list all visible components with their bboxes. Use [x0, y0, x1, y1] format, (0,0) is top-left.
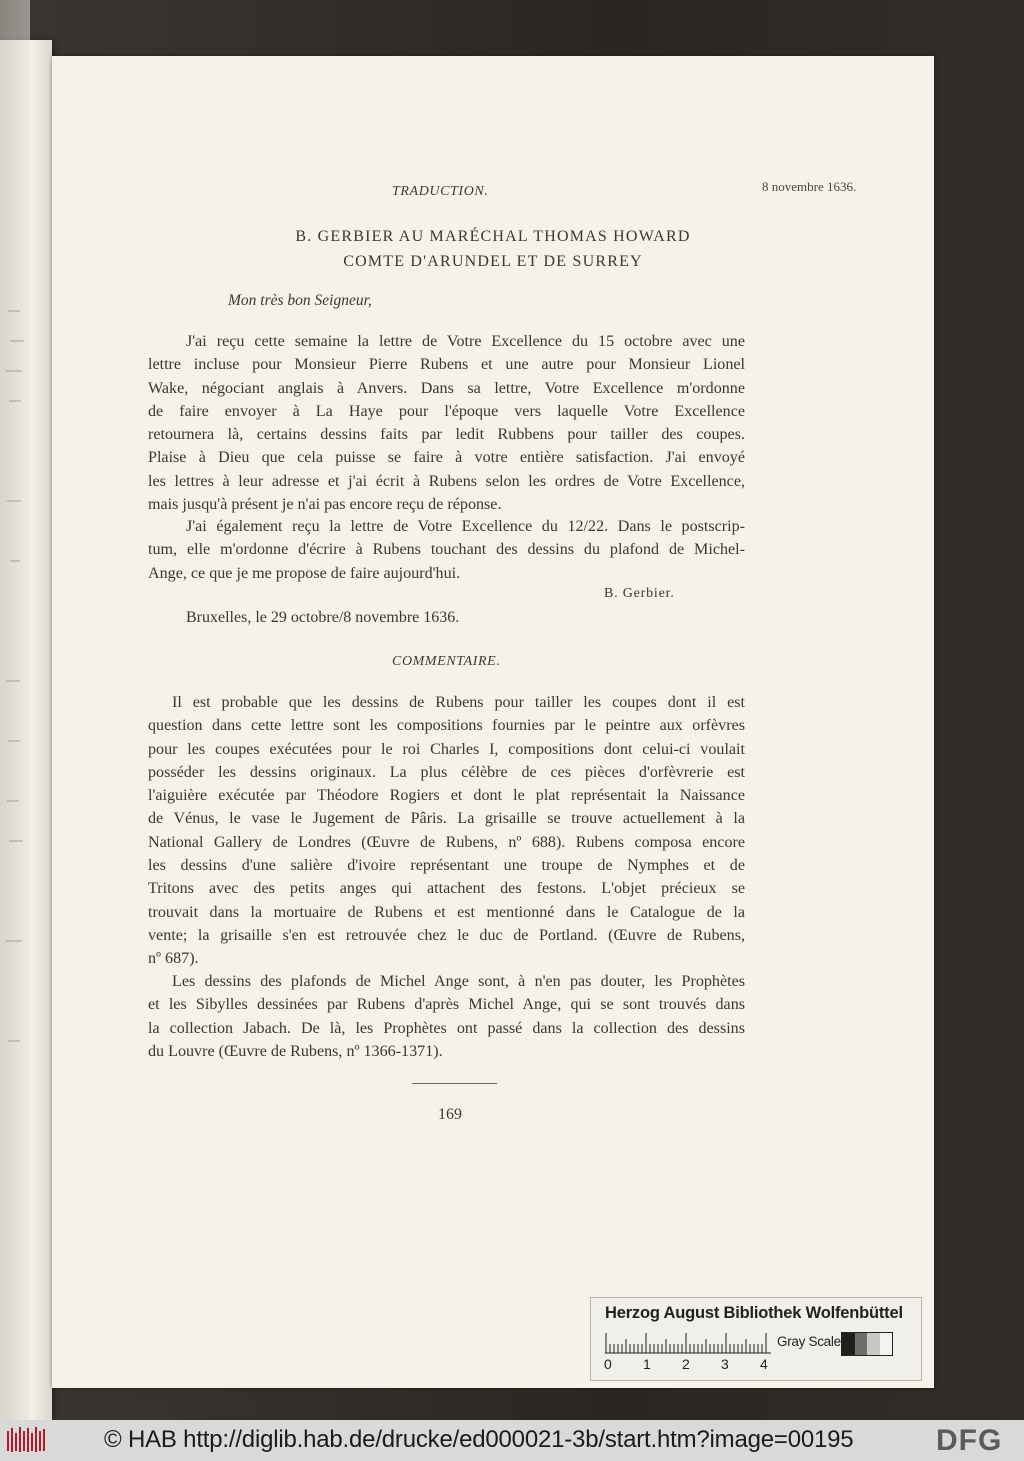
text-line: de faire envoyer à La Haye pour l'époque vers laquelle Votre Excellence [148, 402, 745, 420]
letter-title-line-1: B. GERBIER AU MARÉCHAL THOMAS HOWARD [295, 228, 691, 245]
text-line: tum, elle m'ordonne d'écrire à Rubens touchant des dessins du plafond de Michel- [148, 541, 745, 559]
letter-title-line-2: COMTE D'ARUNDEL ET DE SURREY [343, 253, 643, 270]
text-line: du Louvre (Œuvre de Rubens, nº 1366-1371). [148, 1042, 443, 1060]
letter-paragraph-2 [148, 515, 745, 585]
text-line: les dessins d'une salière d'ivoire représentant une troupe de Nymphes et de [148, 857, 745, 875]
text-line: lettre incluse pour Monsieur Pierre Rubens et une autre pour Monsieur Lionel [148, 356, 745, 374]
ruler-scale [605, 1332, 771, 1354]
hab-logo-icon [6, 1425, 48, 1455]
text-line: posséder les dessins originaux. La plus célèbre de ces pièces d'orfèvrerie est [148, 763, 745, 781]
text-line: l'aiguière exécutée par Théodore Rogiers et dont le plat représentait la Naissance [148, 787, 745, 805]
signature: B. Gerbier. [604, 586, 675, 601]
text-line: National Gallery de Londres (Œuvre de Rubens, nº 688). Rubens composa encore [148, 833, 745, 851]
commentary-title: COMMENTAIRE. [392, 654, 501, 669]
text-line: Les dessins des plafonds de Michel Ange sont, à n'en pas douter, les Prophètes [172, 973, 745, 990]
book-page [52, 56, 934, 1388]
text-line: Il est probable que les dessins de Rubens pour tailler les coupes dont il est [172, 694, 745, 711]
dfg-logo: DFG [936, 1424, 1003, 1457]
text-line: et les Sibylles dessinées par Rubens d'après Michel Ange, qui se sont trouvés dans [148, 996, 745, 1014]
text-line: retournera là, certains dessins faits par ledit Rubbens pour tailler des coupes. [148, 426, 745, 444]
text-line: Plaise à Dieu que cela puisse se faire à votre entière satisfaction. J'ai envoyé [148, 449, 745, 467]
text-line: les lettres à leur adresse et j'ai écrit à Rubens selon les ordres de Votre Excellence, [148, 472, 745, 490]
letter-paragraph-1 [148, 330, 745, 516]
text-line: Tritons avec des petits anges qui attachent des festons. L'objet précieux se [148, 880, 745, 898]
divider-rule [412, 1083, 497, 1084]
footer-bar [0, 1420, 1024, 1461]
text-line: vente; la grisaille s'en est retrouvée chez le duc de Portland. (Œuvre de Rubens, [148, 926, 745, 944]
gray-scale-label: Gray Scale [777, 1334, 841, 1349]
card-title: Herzog August Bibliothek Wolfenbüttel [605, 1304, 903, 1322]
text-line: trouvait dans la mortuaire de Rubens et est mentionné dans le Catalogue de la [148, 903, 745, 921]
commentary-paragraph-1 [148, 691, 745, 971]
text-line: mais jusqu'à présent je n'ai pas encore reçu de réponse. [148, 496, 502, 514]
text-line: Ange, ce que je me propose de faire aujourd'hui. [148, 564, 461, 582]
salutation: Mon très bon Seigneur, [228, 292, 372, 309]
color-calibration-card [590, 1297, 922, 1381]
running-title: TRADUCTION. [392, 184, 489, 199]
previous-page-shadow [0, 0, 30, 1420]
text-line: nº 687). [148, 950, 199, 968]
text-line: Wake, négociant anglais à Anvers. Dans sa lettre, Votre Excellence m'ordonne [148, 379, 745, 397]
commentary-paragraph-2 [148, 970, 745, 1063]
text-line: de Vénus, le vase le Jugement de Pâris. La grisaille se trouve actuellement à la [148, 810, 745, 828]
text-line: la collection Jabach. De là, les Prophètes ont passé dans la collection des dessins [148, 1019, 745, 1037]
scale-number: 2 [682, 1356, 690, 1372]
page-number: 169 [438, 1106, 462, 1123]
letter-dateline: Bruxelles, le 29 octobre/8 novembre 1636. [186, 609, 460, 626]
text-line: J'ai reçu cette semaine la lettre de Votre Excellence du 15 octobre avec une [186, 333, 745, 350]
scale-number: 1 [643, 1356, 651, 1372]
text-line: question dans cette lettre sont les compositions fournies par le peintre aux orfèvres [148, 717, 745, 735]
text-line: pour les coupes exécutées pour le roi Charles I, compositions dont celui-ci voulait [148, 740, 745, 758]
copyright-url[interactable]: © HAB http://diglib.hab.de/drucke/ed000021-3b/start.htm?image=00195 [104, 1426, 854, 1453]
gray-scale-swatches [841, 1332, 893, 1356]
scale-number: 3 [721, 1356, 729, 1372]
running-date: 8 novembre 1636. [762, 179, 857, 194]
scale-number: 4 [760, 1356, 768, 1372]
text-line: J'ai également reçu la lettre de Votre Excellence du 12/22. Dans le postscrip- [186, 518, 745, 535]
scale-number: 0 [604, 1356, 612, 1372]
